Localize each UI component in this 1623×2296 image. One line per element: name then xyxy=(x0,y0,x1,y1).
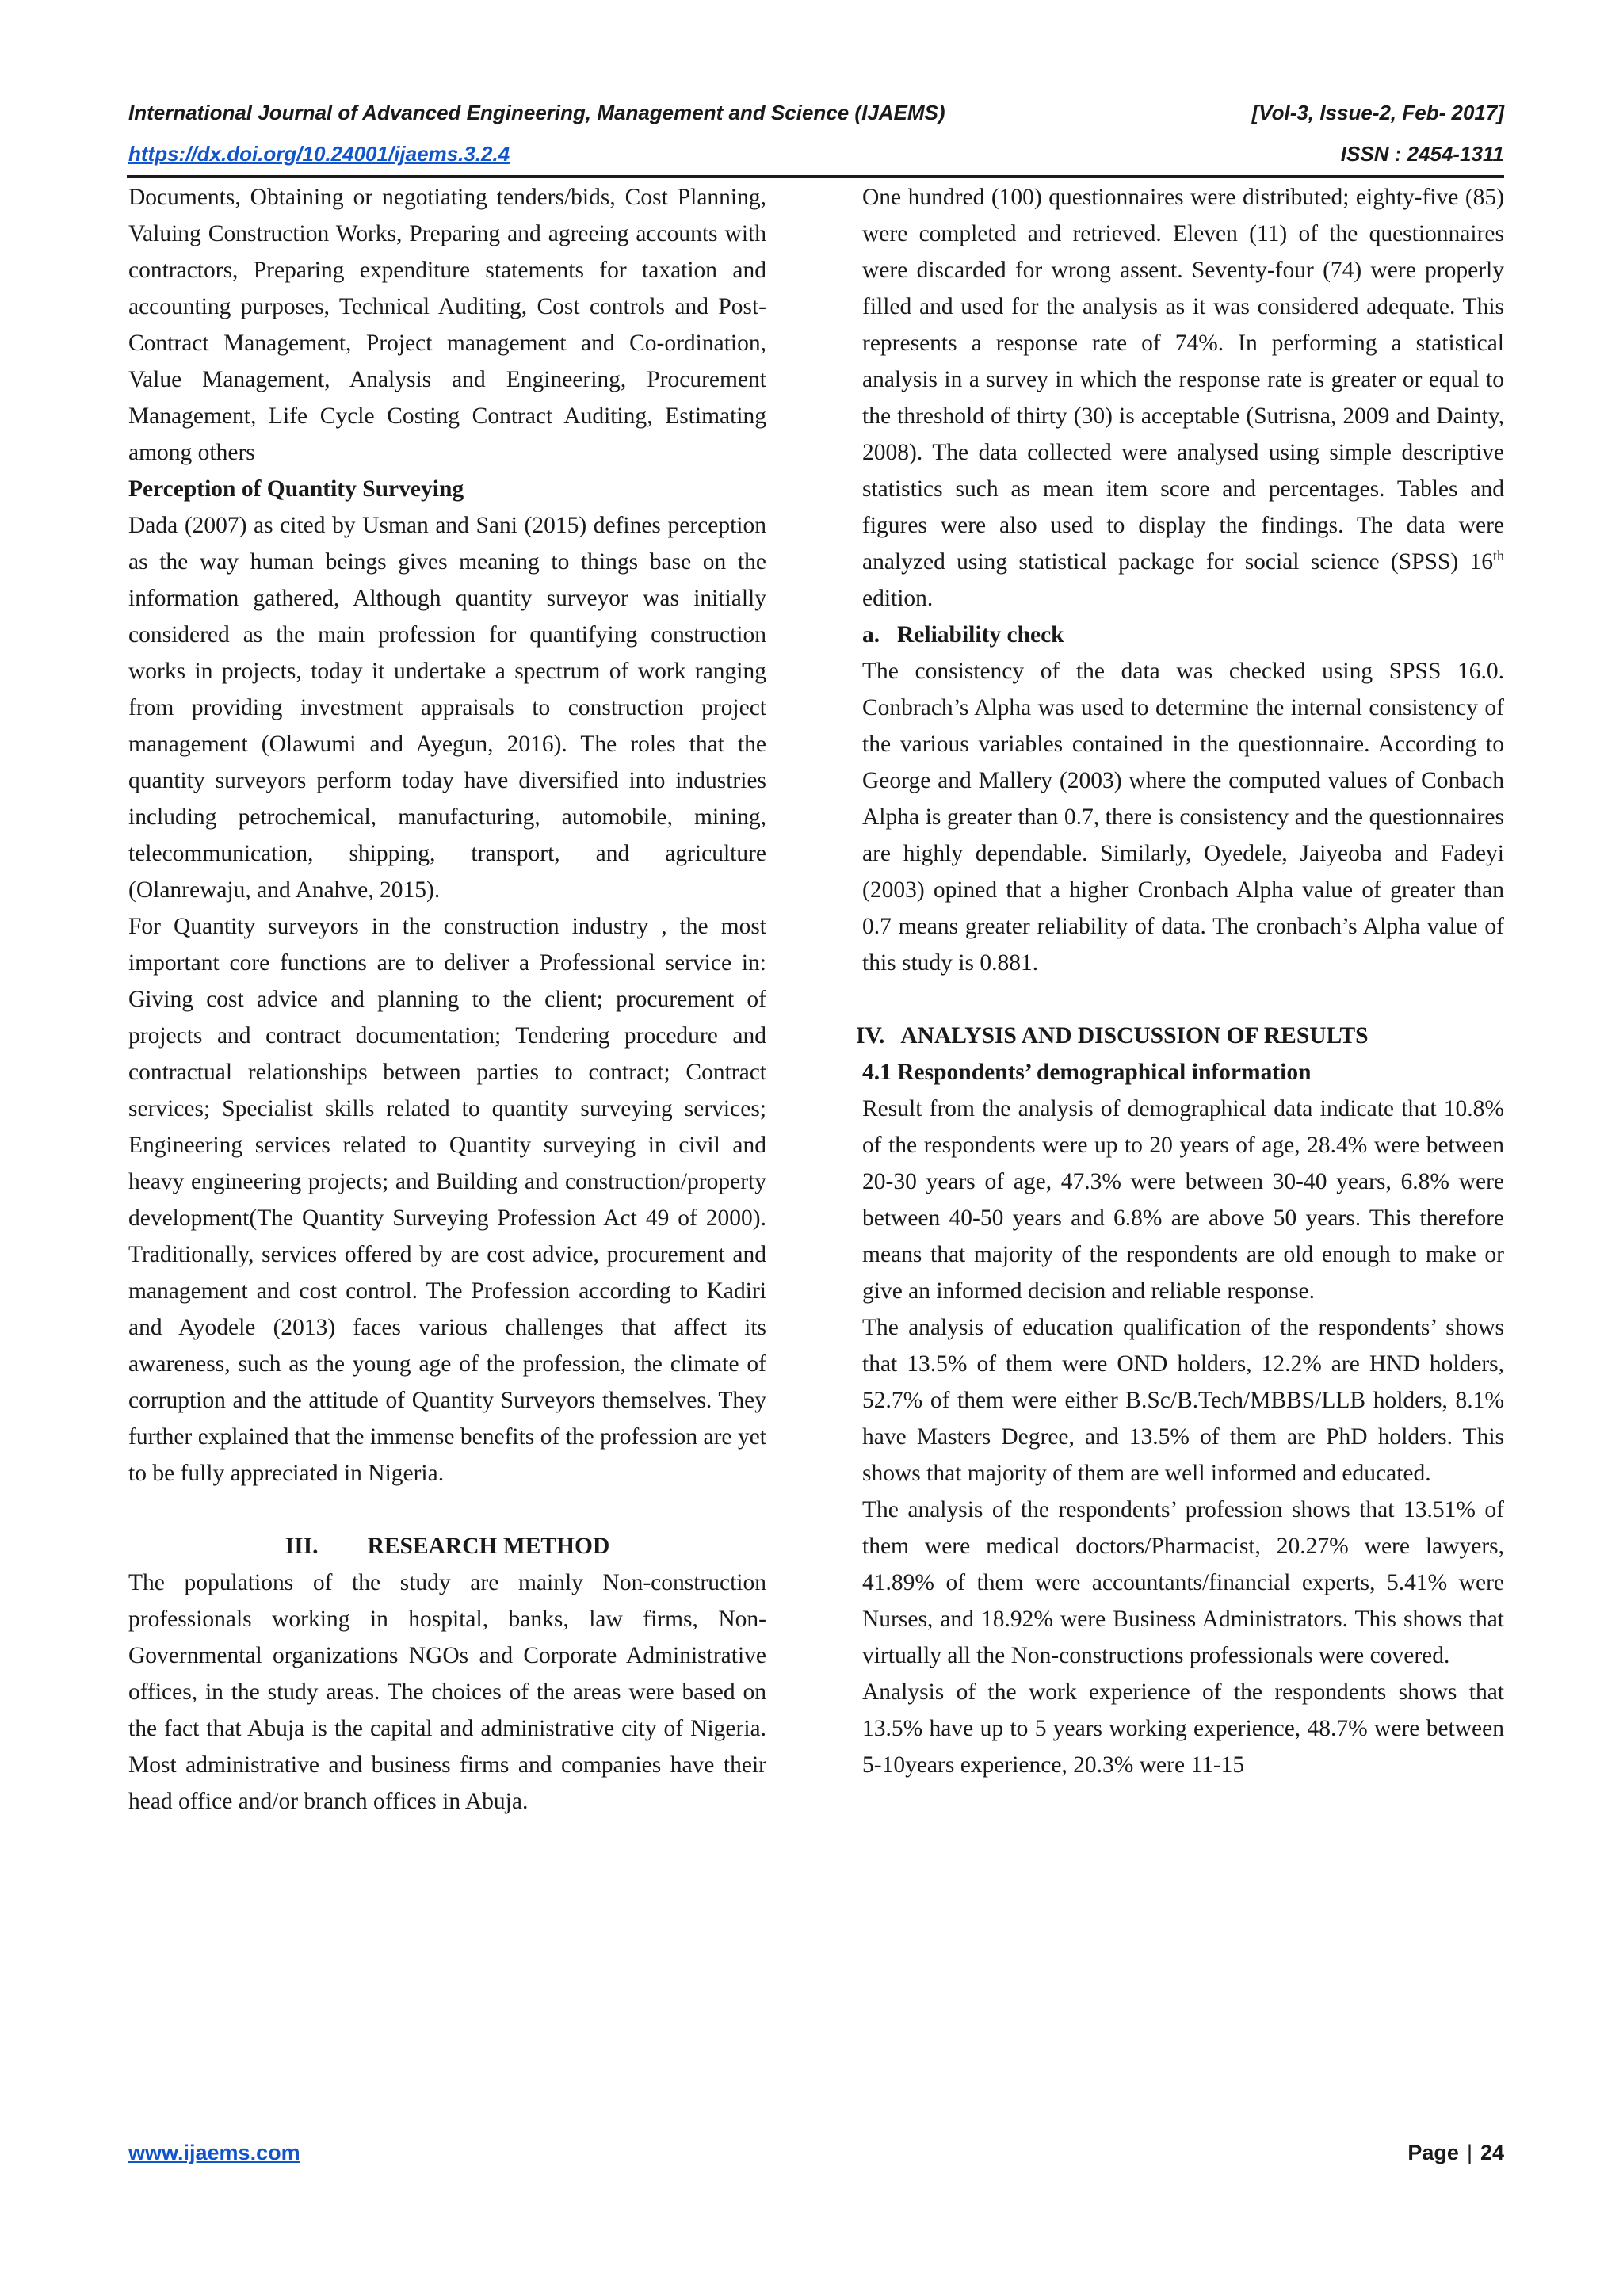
spacer xyxy=(862,981,1504,1018)
page-number: 24 xyxy=(1480,2141,1504,2164)
running-header-2 xyxy=(128,139,1504,168)
paragraph: For Quantity surveyors in the construction industry , the most important core functions are to deliver a Professional service in: Giving cost advice and planning to the client; procurement of projects and contract documentation; Tendering procedure and contractual relationships between parties to contract; Contract services; Specialist skills related to quantity surveying services; Engineering services related to Quantity surveying in civil and heavy engineering projects; and Building and construction/property development(The Quantity Surveying Profession Act 49 of 2000). Traditionally, services offered by are cost advice, procurement and management and cost control. The Profession according to Kadiri and Ayodele (2013) faces various challenges that affect its awareness, such as the young age of the profession, the climate of corruption and the attitude of Quantity Surveyors themselves. They further explained that the immense benefits of the profession are yet to be fully appreciated in Nigeria. xyxy=(128,914,766,1486)
paragraph: The populations of the study are mainly Non-construction professionals working in hospital, banks, law firms, Non-Governmental organizations NGOs and Corporate Administrative offices, in the study areas. The choices of the areas were based on the fact that Abuja is the capital and administrative city of Nigeria. Most administrative and business firms and companies have their head office and/or branch offices in Abuja. xyxy=(128,1570,766,1814)
section-heading xyxy=(856,1018,1504,1054)
subsection-heading xyxy=(862,617,1504,653)
page-label: Page xyxy=(1407,2141,1459,2164)
running-header xyxy=(128,98,1504,127)
paragraph: The analysis of education qualification of the respondents’ shows that 13.5% of them were OND holders, 12.2% are HND holders, 52.7% of them were either B.Sc/B.Tech/MBBS/LLB holders, 8.1% have Masters Degree, and 13.5% of them are PhD holders. This shows that majority of them are well informed and educated. xyxy=(862,1315,1504,1486)
paragraph xyxy=(862,179,1504,617)
subsection-number: a. xyxy=(862,622,880,648)
section-title: ANALYSIS AND DISCUSSION OF RESULTS xyxy=(900,1023,1369,1049)
paragraph: Result from the analysis of demographical data indicate that 10.8% of the respondents were up to 20 years of age, 28.4% were between 20-30 years of age, 47.3% were between 30-40 years, 6.8% were between 40-50 years and 6.8% are above 50 years. This therefore means that majority of the respondents are old enough to make or give an informed decision and reliable response. xyxy=(862,1096,1504,1304)
subsection-title: Reliability check xyxy=(897,622,1064,648)
website-link[interactable]: www.ijaems.com xyxy=(128,2141,300,2164)
subsection-heading: Perception of Quantity Surveying xyxy=(128,476,464,502)
paragraph-text-end: edition. xyxy=(862,586,934,611)
spacer xyxy=(128,1492,766,1528)
issn: ISSN : 2454-1311 xyxy=(1340,142,1504,166)
page-separator: | xyxy=(1466,2141,1472,2164)
paragraph: Documents, Obtaining or negotiating tenders/bids, Cost Planning, Valuing Construction Works, Preparing and agreeing accounts with contractors, Preparing expenditure statements for taxation and accounting purposes, Technical Auditing, Cost controls and Post-Contract Management, Project management and Co-ordination, Value Management, Analysis and Engineering, Procurement Management, Life Cycle Costing Contract Auditing, Estimating among others xyxy=(128,185,766,465)
paragraph-text: One hundred (100) questionnaires were distributed; eighty-five (85) were completed and retrieved. Eleven (11) of the questionnaires were discarded for wrong assent. Seventy-four (74) were properly filled and used for the analysis as it was considered adequate. This represents a response rate of 74%. In performing a statistical analysis in a survey in which the response rate is greater or equal to the threshold of thirty (30) is acceptable (Sutrisna, 2009 and Dainty, 2008). The data collected were analysed using simple descriptive statistics such as mean item score and percentages. Tables and figures were also used to display the findings. The data were analyzed using statistical package for social science (SPSS) 16 xyxy=(862,185,1504,575)
paragraph: The consistency of the data was checked using SPSS 16.0. Conbrach’s Alpha was used to determine the internal consistency of the various variables contained in the questionnaire. According to George and Mallery (2003) where the computed values of Conbach Alpha is greater than 0.7, there is consistency and the questionnaires are highly dependable. Similarly, Oyedele, Jaiyeoba and Fadeyi (2003) opined that a higher Cronbach Alpha value of greater than 0.7 means greater reliability of data. The cronbach’s Alpha value of this study is 0.881. xyxy=(862,659,1504,976)
journal-title: International Journal of Advanced Engineering, Management and Science (IJAEMS) xyxy=(128,101,945,124)
left-column xyxy=(128,179,766,1820)
paragraph: The analysis of the respondents’ profession shows that 13.51% of them were medical doctors/Pharmacist, 20.27% were lawyers, 41.89% of them were accountants/financial experts, 5.41% were Nurses, and 18.92% were Business Administrators. This shows that virtually all the Non-constructions professionals were covered. xyxy=(862,1497,1504,1668)
section-title: RESEARCH METHOD xyxy=(367,1534,610,1559)
superscript: th xyxy=(1492,548,1504,564)
page-number-block xyxy=(1407,2137,1504,2168)
page-footer xyxy=(128,2137,1504,2168)
paragraph: Analysis of the work experience of the respondents shows that 13.5% have up to 5 years working experience, 48.7% were between 5-10years experience, 20.3% were 11-15 xyxy=(862,1679,1504,1778)
section-heading xyxy=(128,1528,766,1564)
header-rule xyxy=(127,175,1504,178)
section-number: III. xyxy=(285,1534,319,1559)
right-column xyxy=(856,179,1504,1783)
doi-link[interactable]: https://dx.doi.org/10.24001/ijaems.3.2.4 xyxy=(128,142,510,166)
volume-info: [Vol-3, Issue-2, Feb- 2017] xyxy=(1251,101,1504,124)
section-number: IV. xyxy=(856,1023,885,1049)
paragraph: Dada (2007) as cited by Usman and Sani (2015) defines perception as the way human beings gives meaning to things base on the information gathered, Although quantity surveyor was initially considered as the main profession for quantifying construction works in projects, today it undertake a spectrum of work ranging from providing investment appraisals to construction project management (Olawumi and Ayegun, 2016). The roles that the quantity surveyors perform today have diversified into industries including petrochemical, manufacturing, automobile, mining, telecommunication, shipping, transport, and agriculture (Olanrewaju, and Anahve, 2015). xyxy=(128,513,766,903)
subsection-heading: 4.1 Respondents’ demographical information xyxy=(862,1060,1312,1085)
